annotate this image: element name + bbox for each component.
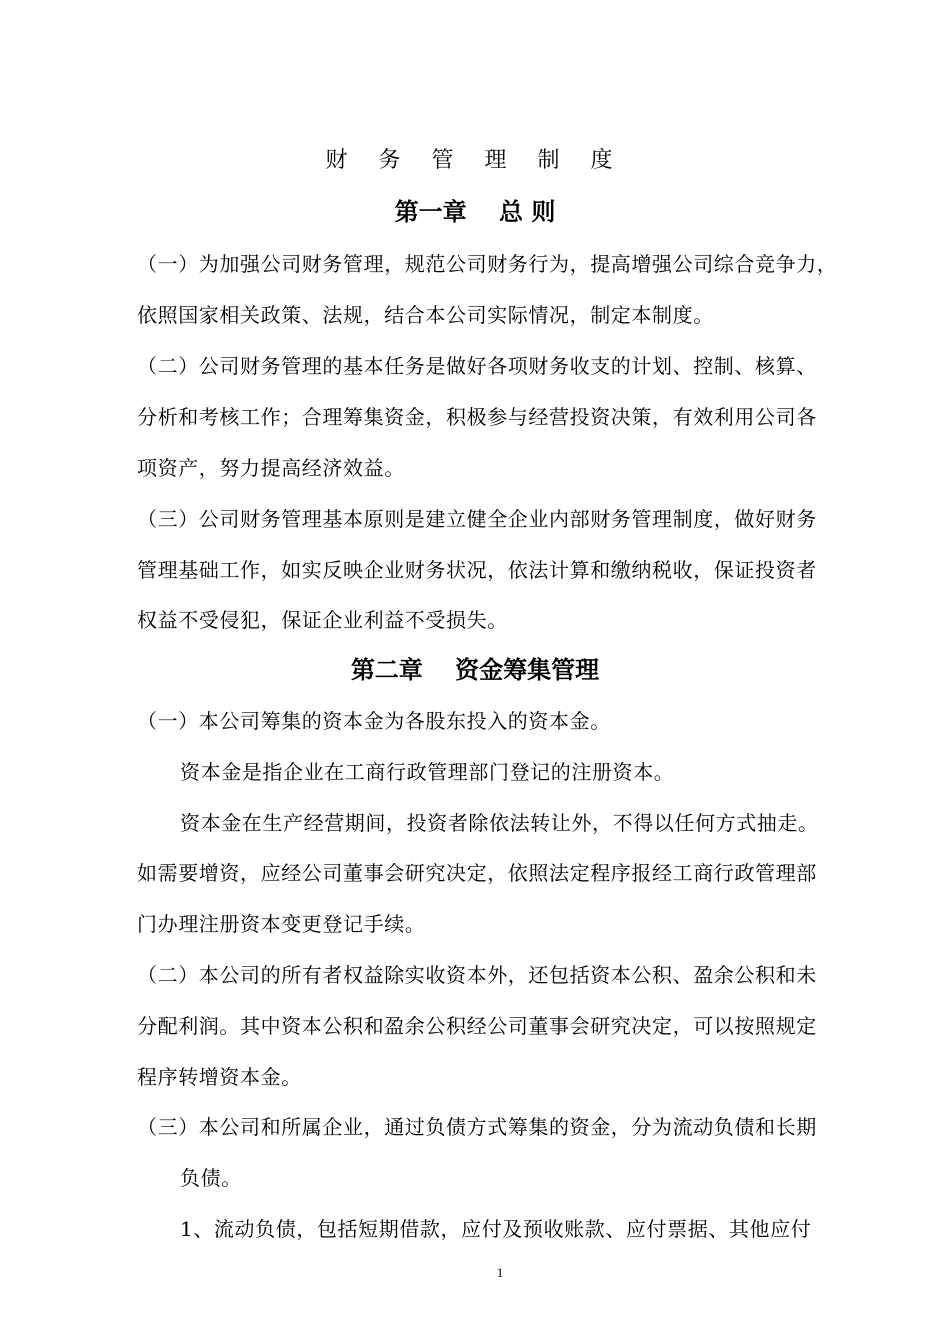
paragraph-line: 1、流动负债，包括短期借款，应付及预收账款、应付票据、其他应付 (180, 1217, 812, 1241)
paragraph-line: 分析和考核工作；合理筹集资金，积极参与经营投资决策，有效利用公司各 (137, 405, 817, 429)
paragraph-line: 项资产，努力提高经济效益。 (137, 456, 405, 480)
paragraph-line: 程序转增资本金。 (137, 1065, 302, 1089)
paragraph-line: （二）公司财务管理的基本任务是做好各项财务收支的计划、控制、核算、 (137, 354, 817, 378)
paragraph-line: 如需要增资，应经公司董事会研究决定，依照法定程序报经工商行政管理部 (137, 861, 817, 885)
paragraph-line: 依照国家相关政策、法规，结合本公司实际情况，制定本制度。 (137, 303, 714, 327)
paragraph-line: 负债。 (180, 1166, 242, 1190)
paragraph-line: 门办理注册资本变更登记手续。 (137, 912, 426, 936)
paragraph-line: 资本金是指企业在工商行政管理部门登记的注册资本。 (180, 760, 675, 784)
paragraph-line: （二）本公司的所有者权益除实收资本外，还包括资本公积、盈余公积和未 (137, 963, 817, 987)
page-number: 1 (496, 1265, 504, 1280)
paragraph-line: （三）公司财务管理基本原则是建立健全企业内部财务管理制度，做好财务 (137, 507, 817, 531)
paragraph-line: 权益不受侵犯，保证企业利益不受损失。 (137, 608, 508, 632)
paragraph-line: （一）本公司筹集的资本金为各股东投入的资本金。 (137, 709, 611, 733)
paragraph-line: （三）本公司和所属企业，通过负债方式筹集的资金，分为流动负债和长期 (137, 1115, 817, 1139)
paragraph-line: （一）为加强公司财务管理，规范公司财务行为，提高增强公司综合竞争力， (137, 252, 838, 276)
chapter-2-heading: 第二章 资金筹集管理 (350, 655, 600, 684)
document-title: 财 务 管 理 制 度 (325, 148, 625, 173)
paragraph-line: 分配利润。其中资本公积和盈余公积经公司董事会研究决定，可以按照规定 (137, 1014, 817, 1038)
chapter-1-heading: 第一章 总 则 (394, 197, 556, 226)
paragraph-line: 资本金在生产经营期间，投资者除依法转让外，不得以任何方式抽走。 (180, 811, 819, 835)
paragraph-line: 管理基础工作，如实反映企业财务状况，依法计算和缴纳税收，保证投资者 (137, 558, 817, 582)
